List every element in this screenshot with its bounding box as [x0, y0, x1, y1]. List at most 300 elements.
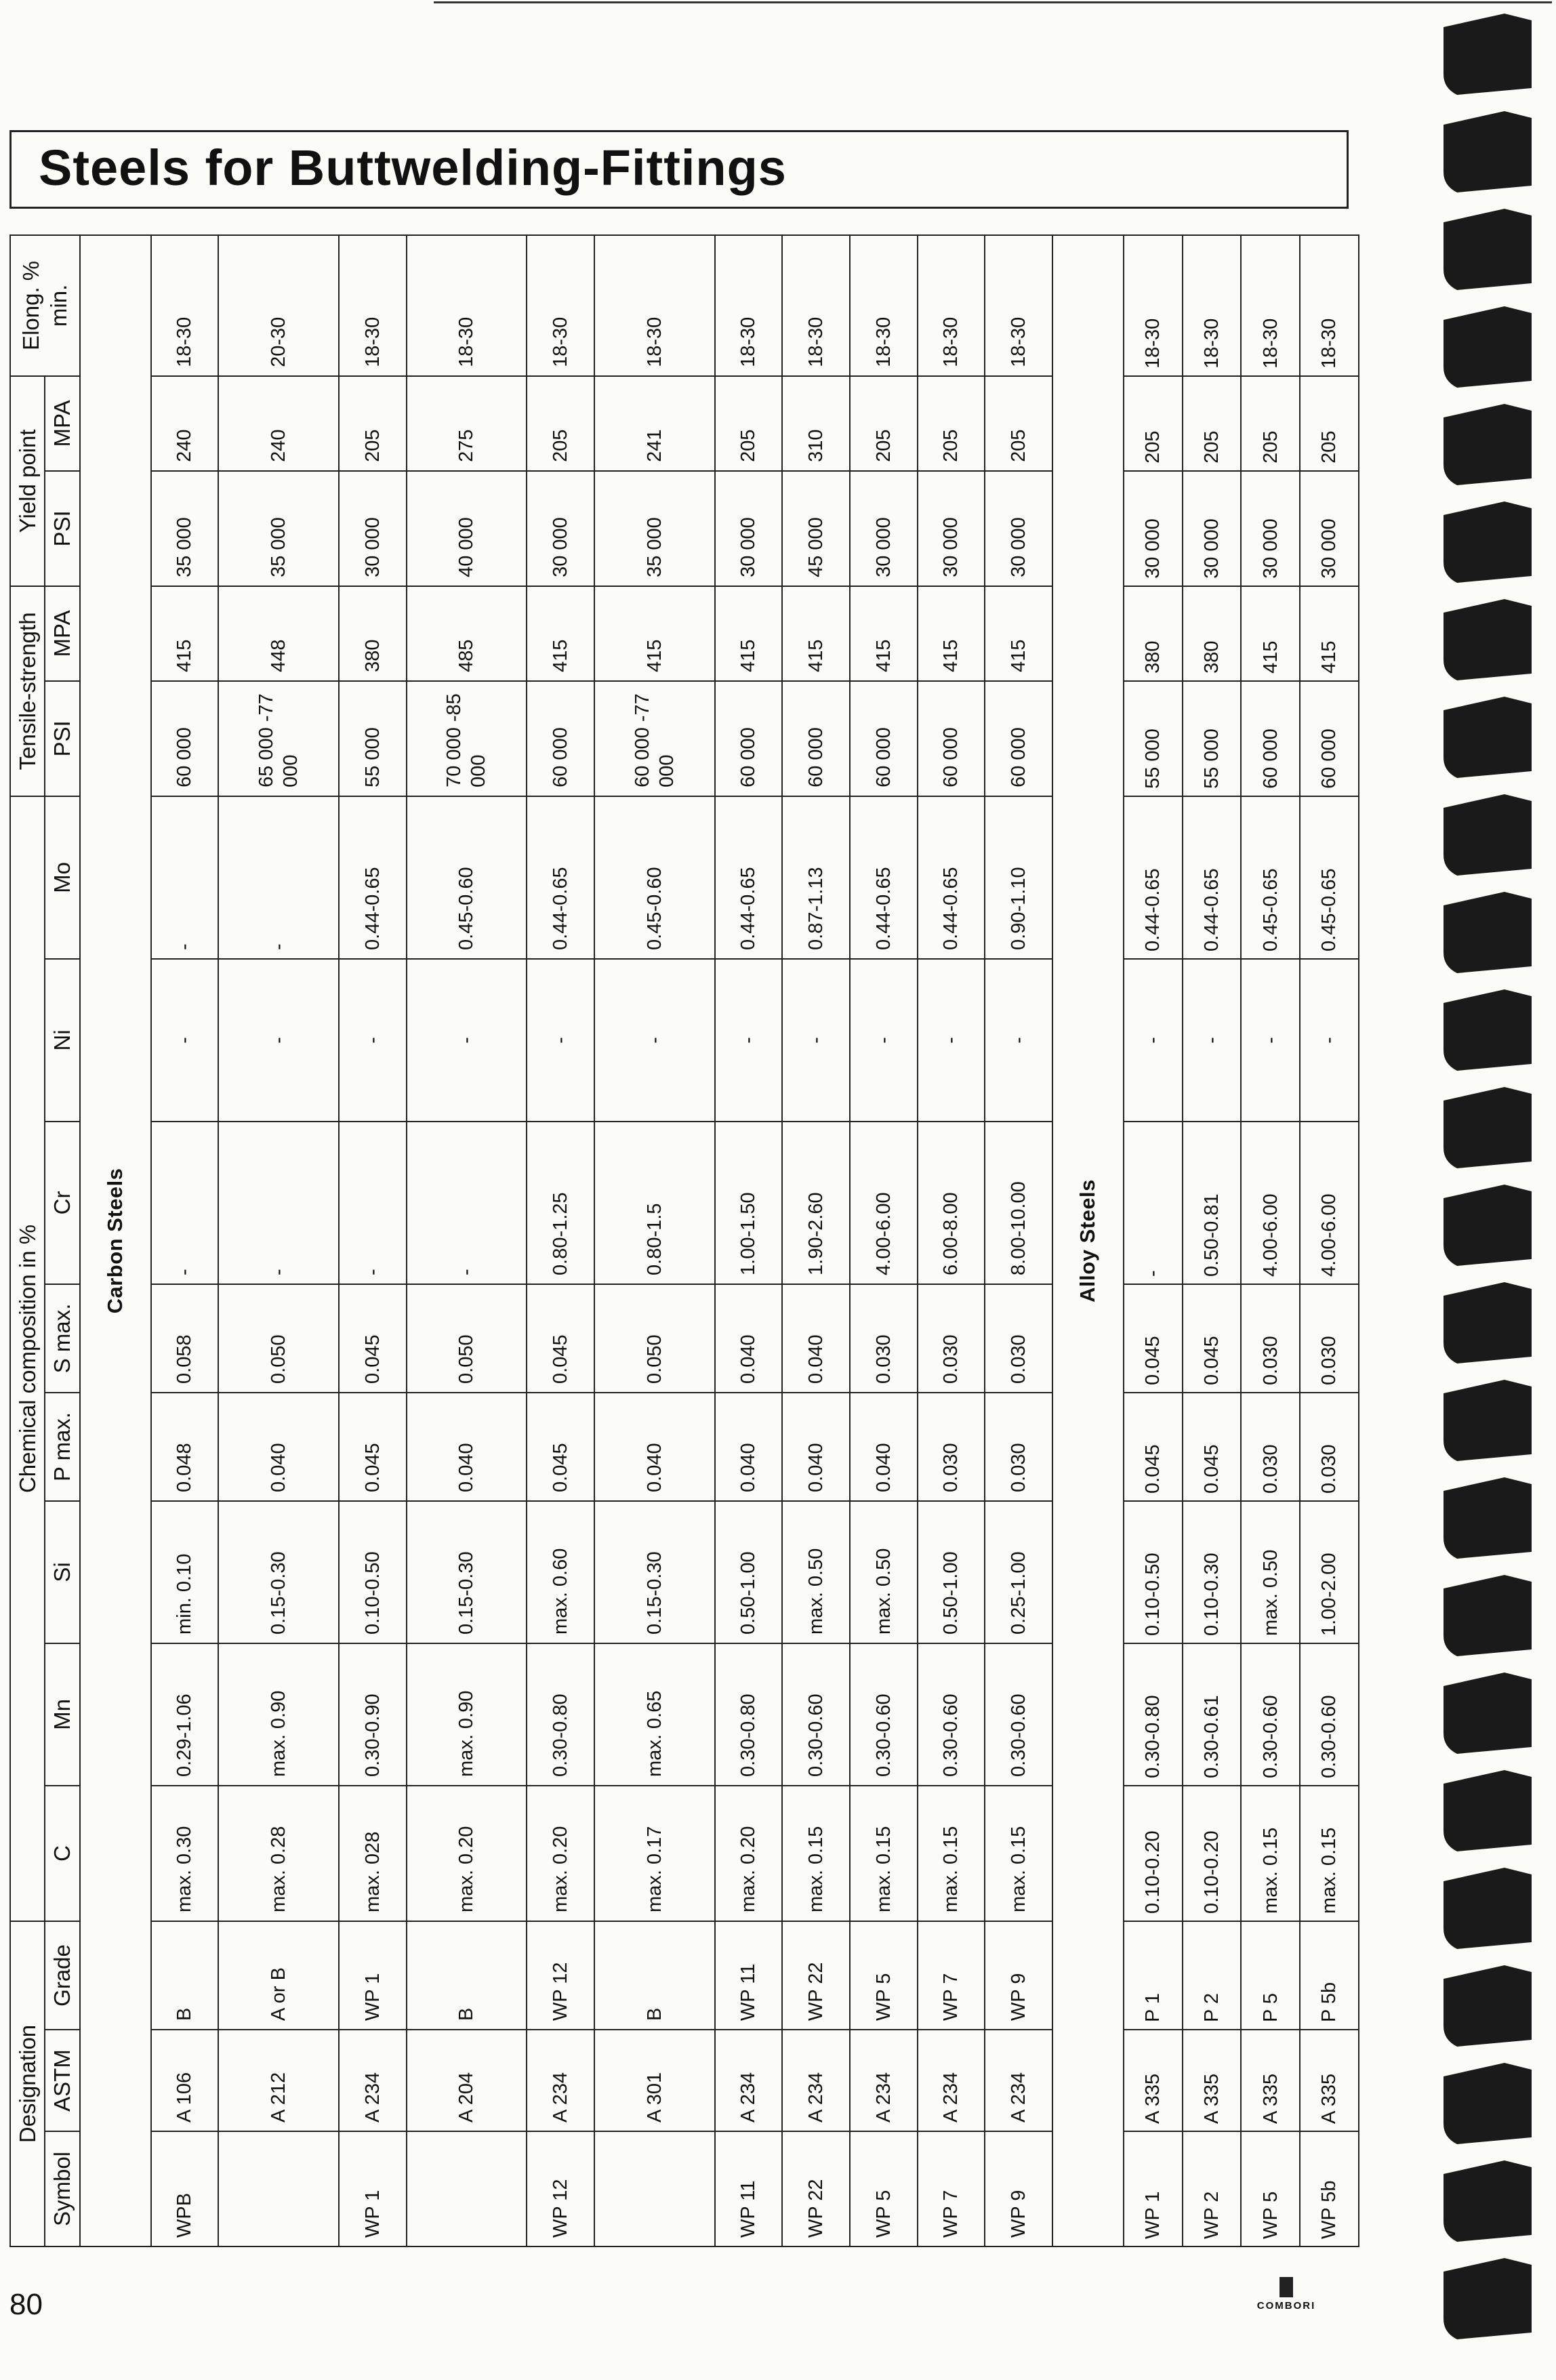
cell-symbol: WP 1 — [339, 2131, 407, 2246]
cell-c: max. 0.15 — [918, 1786, 985, 1921]
cell-s: 0.045 — [1183, 1284, 1242, 1393]
cell-c: max. 0.30 — [151, 1786, 219, 1921]
cell-mo: 0.44-0.65 — [1183, 796, 1242, 959]
cell-si: 0.50-1.00 — [715, 1501, 783, 1643]
cell-ni: - — [985, 959, 1052, 1122]
cell-symbol: WP 22 — [782, 2131, 850, 2246]
cell-grade: WP 22 — [782, 1921, 850, 2030]
cell-symbol: WP 1 — [1124, 2131, 1183, 2246]
cell-grade: WP 11 — [715, 1921, 783, 2030]
binding-ring-icon — [1444, 1282, 1532, 1363]
cell-symbol — [218, 2131, 339, 2246]
header-row-1 — [10, 235, 45, 2246]
cell-symbol — [407, 2131, 527, 2246]
cell-elong: 18-30 — [151, 235, 219, 376]
cell-s: 0.050 — [218, 1284, 339, 1393]
table-wrapper — [9, 236, 1359, 2247]
cell-y-psi: 30 000 — [715, 471, 783, 586]
cell-s: 0.058 — [151, 1284, 219, 1393]
cell-mn: 0.30-0.80 — [715, 1643, 783, 1786]
cell-c: 0.10-0.20 — [1183, 1786, 1242, 1921]
cell-y-mpa: 205 — [850, 376, 918, 471]
cell-mn: 0.30-0.60 — [782, 1643, 850, 1786]
cell-mn: 0.30-0.60 — [1241, 1643, 1300, 1786]
cell-p: 0.045 — [339, 1393, 407, 1501]
cell-t-psi: 65 000 -77 000 — [218, 681, 339, 796]
binding-ring-icon — [1444, 1380, 1532, 1461]
cell-mn: 0.30-0.61 — [1183, 1643, 1242, 1786]
cell-p: 0.040 — [218, 1393, 339, 1501]
cell-y-mpa: 240 — [151, 376, 219, 471]
cell-cr: - — [151, 1122, 219, 1284]
cell-y-mpa: 205 — [985, 376, 1052, 471]
cell-astm: A 335 — [1183, 2030, 1242, 2131]
cell-grade: P 5b — [1300, 1921, 1359, 2030]
cell-p: 0.045 — [1124, 1393, 1183, 1501]
cell-grade: B — [151, 1921, 219, 2030]
table-row — [527, 235, 594, 2246]
cell-t-mpa: 415 — [151, 586, 219, 681]
cell-c: max. 0.28 — [218, 1786, 339, 1921]
cell-p: 0.040 — [407, 1393, 527, 1501]
cell-p: 0.040 — [850, 1393, 918, 1501]
cell-s: 0.045 — [527, 1284, 594, 1393]
top-rule — [434, 1, 1552, 3]
binding-ring-icon — [1444, 306, 1532, 388]
table-body — [80, 235, 1359, 2246]
binding-ring-icon — [1444, 111, 1532, 192]
cell-t-psi: 60 000 — [1300, 681, 1359, 796]
cell-c: 0.10-0.20 — [1124, 1786, 1183, 1921]
cell-t-mpa: 415 — [918, 586, 985, 681]
cell-si: max. 0.60 — [527, 1501, 594, 1643]
cell-ni: - — [407, 959, 527, 1122]
cell-mn: 0.30-0.60 — [850, 1643, 918, 1786]
cell-mo: 0.44-0.65 — [918, 796, 985, 959]
cell-astm: A 234 — [527, 2030, 594, 2131]
cell-ni: - — [918, 959, 985, 1122]
cell-ni: - — [527, 959, 594, 1122]
cell-ni: - — [1241, 959, 1300, 1122]
cell-astm: A 234 — [918, 2030, 985, 2131]
combori-logo — [1246, 2277, 1327, 2312]
cell-p: 0.030 — [1241, 1393, 1300, 1501]
cell-si: 0.25-1.00 — [985, 1501, 1052, 1643]
cell-t-mpa: 415 — [594, 586, 715, 681]
cell-mo: 0.44-0.65 — [527, 796, 594, 959]
cell-t-psi: 60 000 — [918, 681, 985, 796]
cell-mn: 0.29-1.06 — [151, 1643, 219, 1786]
binding-ring-icon — [1444, 501, 1532, 583]
section-carbon-steels-label: Carbon Steels — [80, 235, 151, 2246]
cell-astm: A 234 — [339, 2030, 407, 2131]
binding-ring-icon — [1444, 2063, 1532, 2144]
cell-si: max. 0.50 — [782, 1501, 850, 1643]
cell-y-psi: 30 000 — [1124, 471, 1183, 586]
table-row — [850, 235, 918, 2246]
cell-y-mpa: 275 — [407, 376, 527, 471]
cell-symbol — [594, 2131, 715, 2246]
header-row-2 — [45, 235, 79, 2246]
cell-astm: A 335 — [1300, 2030, 1359, 2131]
header-p: P max. — [45, 1393, 79, 1501]
cell-mo: 0.45-0.65 — [1300, 796, 1359, 959]
cell-c: max. 0.15 — [782, 1786, 850, 1921]
cell-si: 0.50-1.00 — [918, 1501, 985, 1643]
header-chemical-composition: Chemical composition in % — [10, 796, 45, 1921]
cell-symbol: WP 12 — [527, 2131, 594, 2246]
cell-y-mpa: 205 — [715, 376, 783, 471]
section-alloy-steels — [1052, 235, 1124, 2246]
cell-c: max. 0.20 — [407, 1786, 527, 1921]
cell-mn: max. 0.90 — [218, 1643, 339, 1786]
cell-grade: WP 12 — [527, 1921, 594, 2030]
binding-ring-icon — [1444, 599, 1532, 680]
cell-p: 0.030 — [918, 1393, 985, 1501]
cell-ni: - — [850, 959, 918, 1122]
cell-t-mpa: 415 — [715, 586, 783, 681]
title-box — [9, 130, 1349, 209]
table-row — [782, 235, 850, 2246]
cell-astm: A 335 — [1124, 2030, 1183, 2131]
cell-symbol: WP 11 — [715, 2131, 783, 2246]
cell-c: max. 0.15 — [985, 1786, 1052, 1921]
rotated-table-container — [9, 236, 1359, 2247]
cell-cr: 1.00-1.50 — [715, 1122, 783, 1284]
binding-ring-icon — [1444, 794, 1532, 876]
cell-symbol: WP 9 — [985, 2131, 1052, 2246]
cell-t-psi: 60 000 -77 000 — [594, 681, 715, 796]
header-tensile-mpa: MPA — [45, 586, 79, 681]
cell-cr: 8.00-10.00 — [985, 1122, 1052, 1284]
cell-symbol: WP 5 — [1241, 2131, 1300, 2246]
cell-t-mpa: 415 — [850, 586, 918, 681]
cell-mo: 0.45-0.60 — [407, 796, 527, 959]
cell-mn: 0.30-0.60 — [1300, 1643, 1359, 1786]
binding-ring-icon — [1444, 209, 1532, 290]
cell-mo: 0.87-1.13 — [782, 796, 850, 959]
cell-astm: A 234 — [850, 2030, 918, 2131]
cell-y-psi: 30 000 — [918, 471, 985, 586]
cell-s: 0.040 — [715, 1284, 783, 1393]
cell-y-mpa: 205 — [1124, 376, 1183, 471]
cell-grade: WP 7 — [918, 1921, 985, 2030]
cell-t-mpa: 415 — [527, 586, 594, 681]
cell-si: 0.10-0.50 — [339, 1501, 407, 1643]
cell-ni: - — [151, 959, 219, 1122]
cell-astm: A 212 — [218, 2030, 339, 2131]
cell-y-psi: 30 000 — [1183, 471, 1242, 586]
cell-astm: A 234 — [782, 2030, 850, 2131]
spiral-binding-icon — [1430, 0, 1556, 2380]
cell-grade: WP 9 — [985, 1921, 1052, 2030]
cell-ni: - — [339, 959, 407, 1122]
header-grade: Grade — [45, 1921, 79, 2030]
binding-ring-icon — [1444, 989, 1532, 1071]
logo-text: COMBORI — [1256, 2300, 1316, 2312]
binding-ring-icon — [1444, 892, 1532, 973]
header-yield-point: Yield point — [10, 376, 45, 586]
page-title: Steels for Buttwelding-Fittings — [39, 140, 787, 196]
table-row — [339, 235, 407, 2246]
cell-t-psi: 60 000 — [715, 681, 783, 796]
binding-ring-icon — [1444, 1770, 1532, 1851]
cell-ni: - — [782, 959, 850, 1122]
cell-c: max. 0.15 — [850, 1786, 918, 1921]
cell-y-psi: 30 000 — [339, 471, 407, 586]
table-row — [1300, 235, 1359, 2246]
cell-mo: 0.44-0.65 — [715, 796, 783, 959]
cell-c: max. 0.15 — [1300, 1786, 1359, 1921]
cell-y-mpa: 205 — [918, 376, 985, 471]
cell-t-psi: 55 000 — [339, 681, 407, 796]
cell-y-psi: 35 000 — [218, 471, 339, 586]
cell-t-mpa: 380 — [1183, 586, 1242, 681]
table-row — [1124, 235, 1183, 2246]
cell-cr: 4.00-6.00 — [1241, 1122, 1300, 1284]
cell-y-psi: 30 000 — [1300, 471, 1359, 586]
cell-p: 0.040 — [594, 1393, 715, 1501]
cell-ni: - — [1124, 959, 1183, 1122]
cell-y-psi: 40 000 — [407, 471, 527, 586]
cell-t-mpa: 448 — [218, 586, 339, 681]
cell-y-mpa: 205 — [339, 376, 407, 471]
cell-s: 0.030 — [918, 1284, 985, 1393]
binding-ring-icon — [1444, 697, 1532, 778]
cell-t-mpa: 415 — [782, 586, 850, 681]
cell-t-psi: 60 000 — [985, 681, 1052, 796]
binding-ring-icon — [1444, 1868, 1532, 1949]
cell-mn: max. 0.90 — [407, 1643, 527, 1786]
cell-astm: A 301 — [594, 2030, 715, 2131]
cell-ni: - — [1300, 959, 1359, 1122]
cell-s: 0.030 — [985, 1284, 1052, 1393]
cell-y-mpa: 205 — [1183, 376, 1242, 471]
cell-si: 0.15-0.30 — [594, 1501, 715, 1643]
header-s: S max. — [45, 1284, 79, 1393]
cell-t-psi: 60 000 — [1241, 681, 1300, 796]
cell-mo: 0.44-0.65 — [1124, 796, 1183, 959]
cell-symbol: WP 5 — [850, 2131, 918, 2246]
cell-mn: 0.30-0.80 — [527, 1643, 594, 1786]
cell-mo: 0.45-0.65 — [1241, 796, 1300, 959]
cell-mn: max. 0.65 — [594, 1643, 715, 1786]
cell-mo: 0.44-0.65 — [339, 796, 407, 959]
cell-cr: - — [339, 1122, 407, 1284]
header-si: Si — [45, 1501, 79, 1643]
header-mo: Mo — [45, 796, 79, 959]
cell-c: max. 0.20 — [527, 1786, 594, 1921]
header-cr: Cr — [45, 1122, 79, 1284]
binding-ring-icon — [1444, 1575, 1532, 1656]
cell-elong: 18-30 — [1241, 235, 1300, 376]
cell-y-psi: 35 000 — [151, 471, 219, 586]
cell-s: 0.050 — [594, 1284, 715, 1393]
cell-c: max. 0.20 — [715, 1786, 783, 1921]
cell-mo: - — [151, 796, 219, 959]
cell-c: max. 0.15 — [1241, 1786, 1300, 1921]
cell-symbol: WPB — [151, 2131, 219, 2246]
table-row — [918, 235, 985, 2246]
cell-y-psi: 30 000 — [1241, 471, 1300, 586]
cell-elong: 18-30 — [715, 235, 783, 376]
cell-t-mpa: 415 — [1300, 586, 1359, 681]
cell-t-mpa: 415 — [1241, 586, 1300, 681]
cell-y-psi: 45 000 — [782, 471, 850, 586]
cell-si: 0.10-0.50 — [1124, 1501, 1183, 1643]
cell-t-mpa: 415 — [985, 586, 1052, 681]
cell-y-psi: 30 000 — [850, 471, 918, 586]
table-row — [151, 235, 219, 2246]
cell-p: 0.045 — [1183, 1393, 1242, 1501]
cell-p: 0.048 — [151, 1393, 219, 1501]
cell-si: max. 0.50 — [1241, 1501, 1300, 1643]
header-tensile-psi: PSI — [45, 681, 79, 796]
header-mn: Mn — [45, 1643, 79, 1786]
cell-t-psi: 60 000 — [850, 681, 918, 796]
header-symbol: Symbol — [45, 2131, 79, 2246]
cell-s: 0.030 — [1241, 1284, 1300, 1393]
cell-mn: 0.30-0.60 — [918, 1643, 985, 1786]
table-row — [1241, 235, 1300, 2246]
cell-si: min. 0.10 — [151, 1501, 219, 1643]
cell-astm: A 335 — [1241, 2030, 1300, 2131]
cell-cr: 4.00-6.00 — [850, 1122, 918, 1284]
binding-ring-icon — [1444, 1673, 1532, 1754]
header-designation: Designation — [10, 1921, 45, 2246]
binding-ring-icon — [1444, 404, 1532, 485]
cell-grade: P 1 — [1124, 1921, 1183, 2030]
cell-cr: 0.80-1.25 — [527, 1122, 594, 1284]
cell-cr: 0.50-0.81 — [1183, 1122, 1242, 1284]
header-astm: ASTM — [45, 2030, 79, 2131]
cell-grade: B — [407, 1921, 527, 2030]
cell-t-psi: 70 000 -85 000 — [407, 681, 527, 796]
cell-astm: A 106 — [151, 2030, 219, 2131]
cell-mo: 0.90-1.10 — [985, 796, 1052, 959]
cell-t-psi: 55 000 — [1124, 681, 1183, 796]
cell-astm: A 204 — [407, 2030, 527, 2131]
cell-si: max. 0.50 — [850, 1501, 918, 1643]
cell-t-psi: 60 000 — [527, 681, 594, 796]
header-elongation: Elong. % min. — [10, 235, 80, 376]
cell-t-mpa: 380 — [339, 586, 407, 681]
binding-ring-icon — [1444, 1477, 1532, 1559]
cell-elong: 18-30 — [985, 235, 1052, 376]
table-row — [218, 235, 339, 2246]
cell-cr: - — [218, 1122, 339, 1284]
cell-c: max. 0.17 — [594, 1786, 715, 1921]
cell-y-psi: 35 000 — [594, 471, 715, 586]
binding-ring-icon — [1444, 14, 1532, 95]
cell-t-mpa: 380 — [1124, 586, 1183, 681]
binding-ring-icon — [1444, 2160, 1532, 2242]
section-carbon-steels — [80, 235, 151, 2246]
header-yield-psi: PSI — [45, 471, 79, 586]
table-row — [1183, 235, 1242, 2246]
cell-c: max. 028 — [339, 1786, 407, 1921]
cell-elong: 18-30 — [1300, 235, 1359, 376]
cell-symbol: WP 2 — [1183, 2131, 1242, 2246]
cell-ni: - — [218, 959, 339, 1122]
cell-si: 0.15-0.30 — [218, 1501, 339, 1643]
cell-y-psi: 30 000 — [527, 471, 594, 586]
cell-s: 0.050 — [407, 1284, 527, 1393]
cell-grade: B — [594, 1921, 715, 2030]
cell-s: 0.045 — [339, 1284, 407, 1393]
page-number: 80 — [9, 2288, 43, 2321]
cell-t-mpa: 485 — [407, 586, 527, 681]
cell-s: 0.030 — [850, 1284, 918, 1393]
header-tensile-strength: Tensile-strength — [10, 586, 45, 796]
cell-ni: - — [715, 959, 783, 1122]
cell-y-mpa: 310 — [782, 376, 850, 471]
cell-elong: 18-30 — [407, 235, 527, 376]
cell-s: 0.040 — [782, 1284, 850, 1393]
cell-symbol: WP 7 — [918, 2131, 985, 2246]
cell-p: 0.030 — [985, 1393, 1052, 1501]
binding-ring-icon — [1444, 1185, 1532, 1266]
cell-t-psi: 60 000 — [151, 681, 219, 796]
cell-astm: A 234 — [715, 2030, 783, 2131]
cell-elong: 18-30 — [339, 235, 407, 376]
cell-grade: P 5 — [1241, 1921, 1300, 2030]
cell-grade: WP 5 — [850, 1921, 918, 2030]
cell-t-psi: 60 000 — [782, 681, 850, 796]
table-row — [407, 235, 527, 2246]
header-ni: Ni — [45, 959, 79, 1122]
cell-cr: 0.80-1.5 — [594, 1122, 715, 1284]
cell-elong: 18-30 — [918, 235, 985, 376]
cell-ni: - — [1183, 959, 1242, 1122]
cell-mo: 0.45-0.60 — [594, 796, 715, 959]
cell-grade: P 2 — [1183, 1921, 1242, 2030]
cell-s: 0.030 — [1300, 1284, 1359, 1393]
cell-y-mpa: 240 — [218, 376, 339, 471]
cell-cr: - — [1124, 1122, 1183, 1284]
cell-ni: - — [594, 959, 715, 1122]
cell-y-mpa: 205 — [1300, 376, 1359, 471]
cell-symbol: WP 5b — [1300, 2131, 1359, 2246]
cell-grade: WP 1 — [339, 1921, 407, 2030]
cell-y-mpa: 241 — [594, 376, 715, 471]
cell-mn: 0.30-0.80 — [1124, 1643, 1183, 1786]
cell-p: 0.040 — [715, 1393, 783, 1501]
cell-p: 0.040 — [782, 1393, 850, 1501]
section-alloy-steels-label: Alloy Steels — [1052, 235, 1124, 2246]
cell-cr: - — [407, 1122, 527, 1284]
cell-mn: 0.30-0.60 — [985, 1643, 1052, 1786]
cell-elong: 18-30 — [594, 235, 715, 376]
cell-y-mpa: 205 — [1241, 376, 1300, 471]
cell-p: 0.045 — [527, 1393, 594, 1501]
cell-cr: 6.00-8.00 — [918, 1122, 985, 1284]
cell-mn: 0.30-0.90 — [339, 1643, 407, 1786]
cell-y-mpa: 205 — [527, 376, 594, 471]
steels-table — [9, 234, 1359, 2247]
table-row — [985, 235, 1052, 2246]
cell-elong: 18-30 — [1183, 235, 1242, 376]
header-yield-mpa: MPA — [45, 376, 79, 471]
cell-t-psi: 55 000 — [1183, 681, 1242, 796]
cell-si: 1.00-2.00 — [1300, 1501, 1359, 1643]
cell-elong: 18-30 — [782, 235, 850, 376]
cell-elong: 18-30 — [527, 235, 594, 376]
cell-elong: 18-30 — [1124, 235, 1183, 376]
cell-cr: 1.90-2.60 — [782, 1122, 850, 1284]
table-row — [715, 235, 783, 2246]
cell-grade: A or B — [218, 1921, 339, 2030]
